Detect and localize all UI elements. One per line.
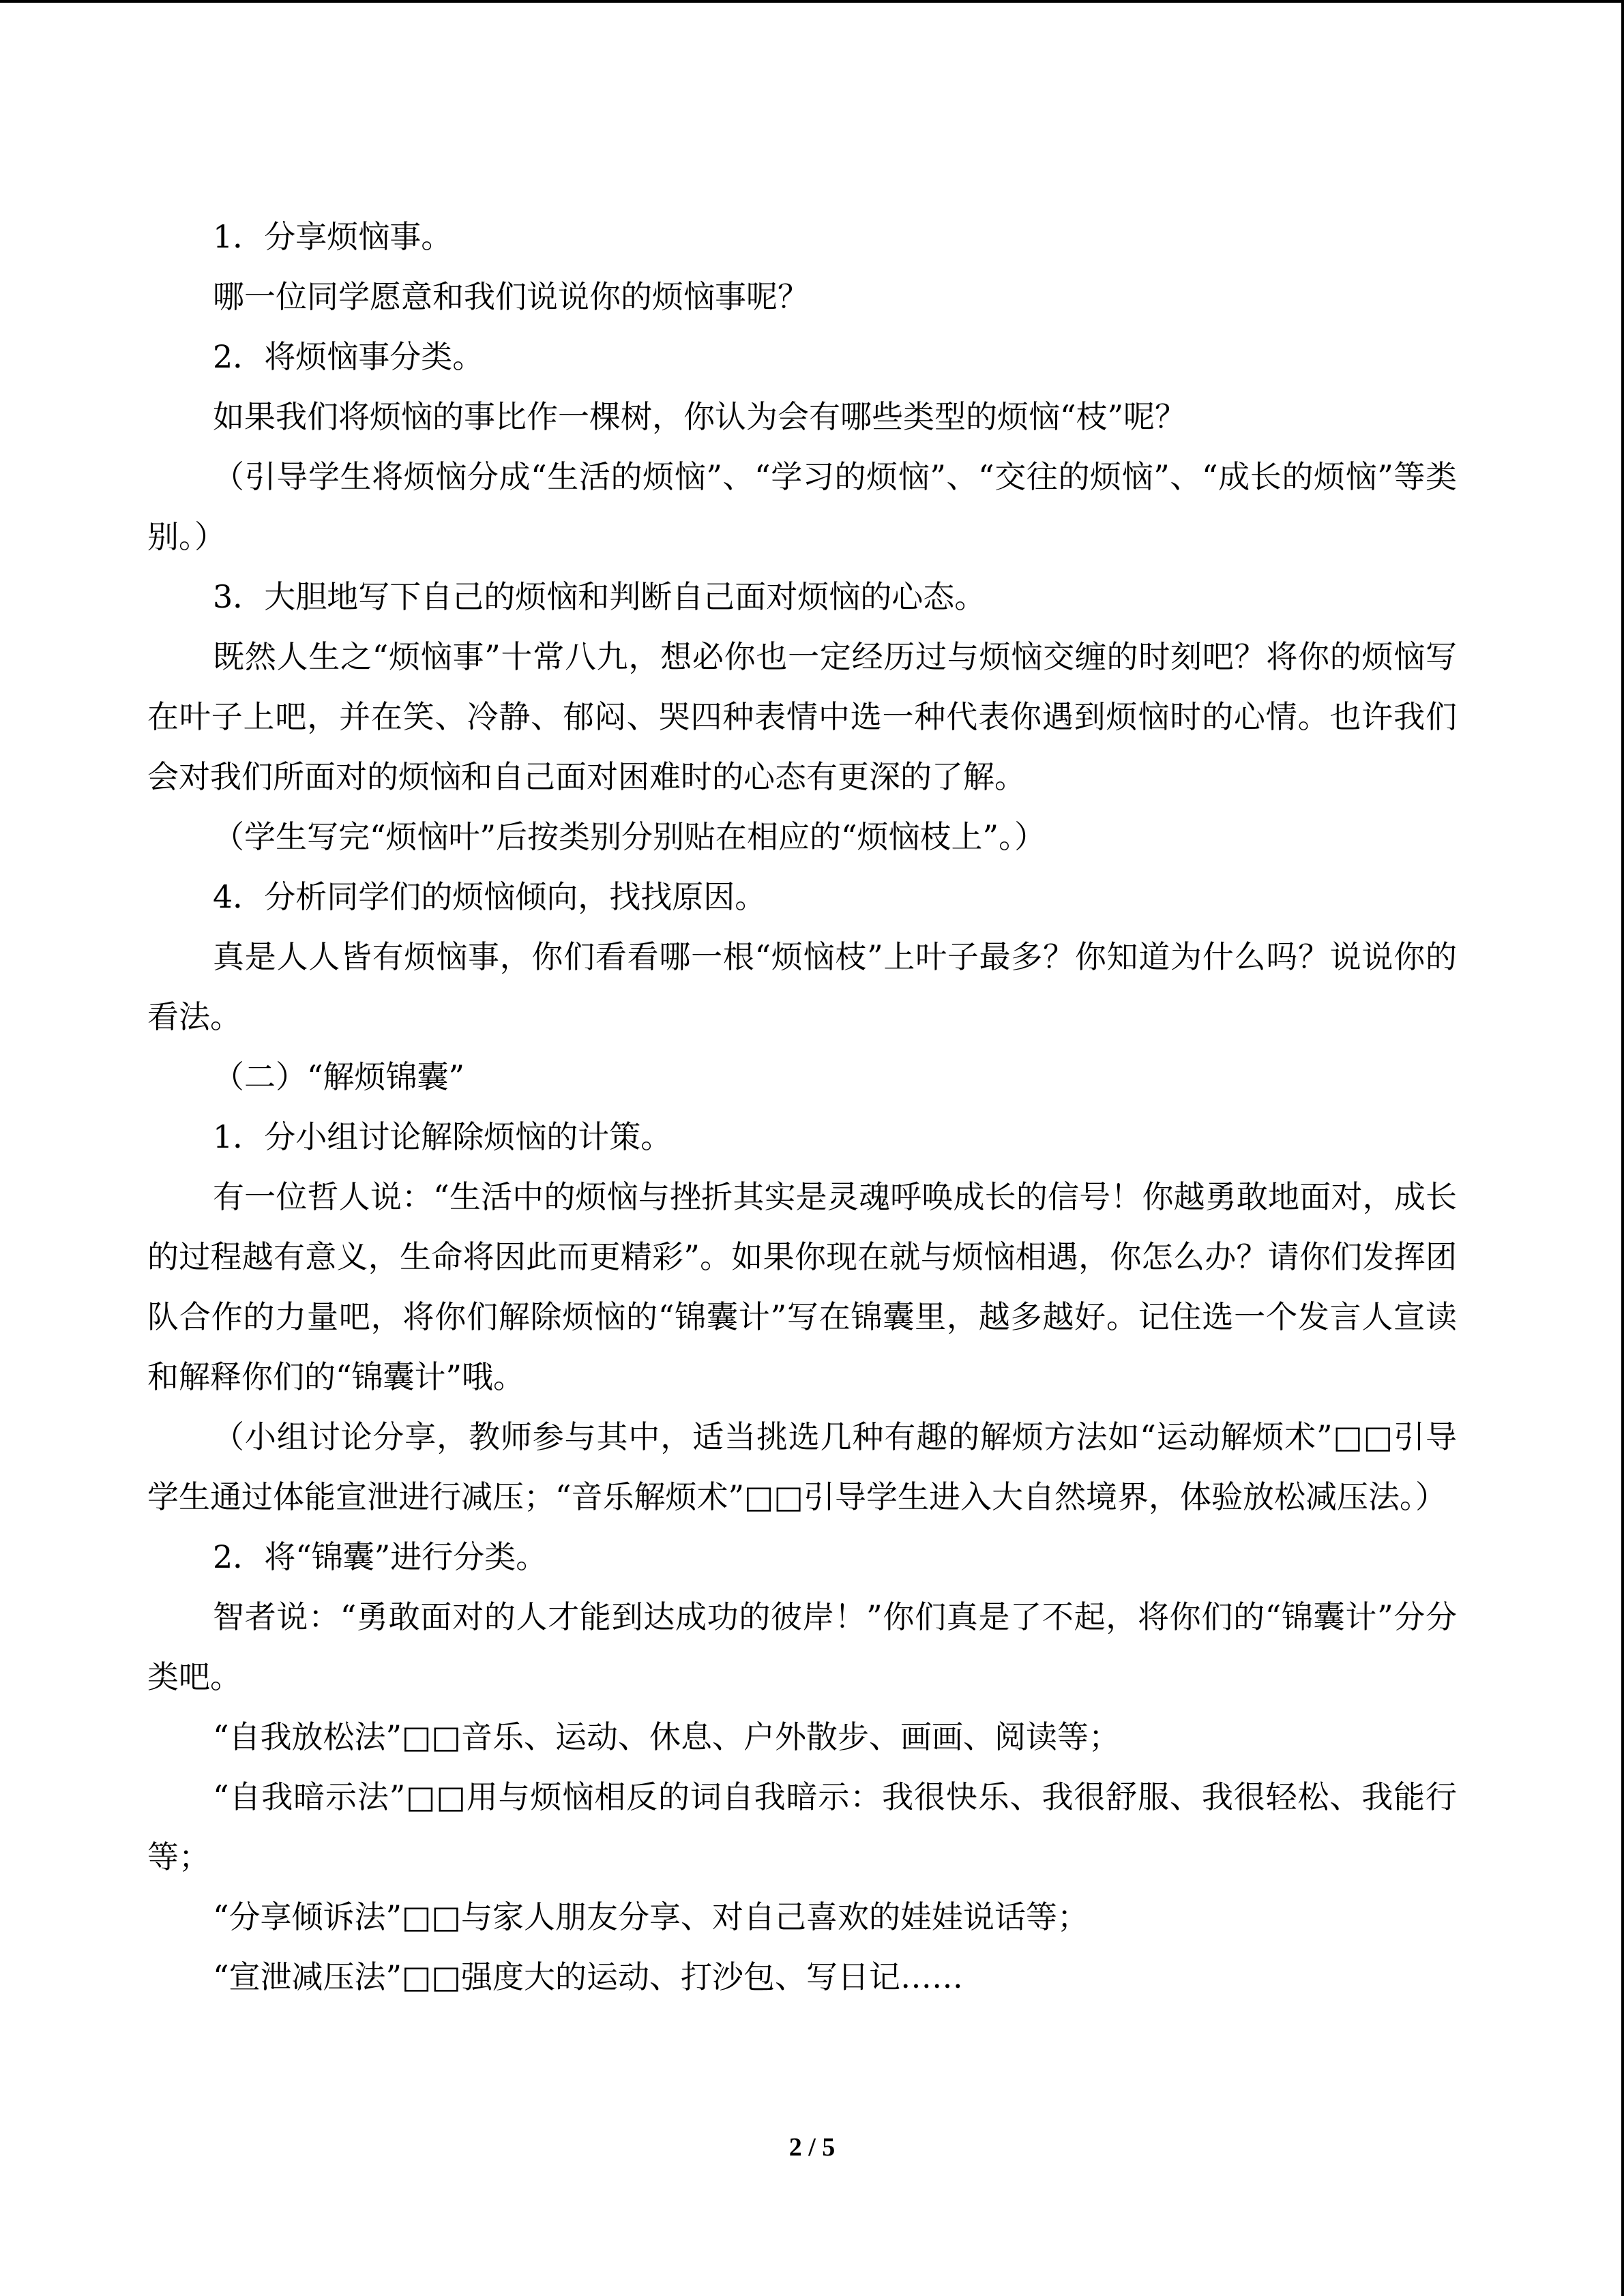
paragraph: 哪一位同学愿意和我们说说你的烦恼事呢？ bbox=[213, 278, 809, 315]
paragraph: 真是人人皆有烦恼事，你们看看哪一根“烦恼枝”上叶子最多？你知道为什么吗？说说你的看法。 bbox=[147, 938, 1457, 1035]
step-heading-1b: 1．分小组讨论解除烦恼的计策。 bbox=[213, 1118, 673, 1155]
list-item-vent: “宣泄减压法”□□强度大的运动、打沙包、写日记…… bbox=[213, 1958, 963, 1995]
paragraph: 智者说：“勇敢面对的人才能到达成功的彼岸！”你们真是了不起，将你们的“锦囊计”分分类吧。 bbox=[147, 1598, 1457, 1695]
section-heading: （二）“解烦锦囊” bbox=[213, 1058, 465, 1095]
step-heading-1: 1．分享烦恼事。 bbox=[213, 218, 453, 255]
paragraph-note: （引导学生将烦恼分成“生活的烦恼”、“学习的烦恼”、“交往的烦恼”、“成长的烦恼”等类别。） bbox=[147, 458, 1457, 555]
paragraph: 既然人生之“烦恼事”十常八九，想必你也一定经历过与烦恼交缠的时刻吧？将你的烦恼写在叶子上吧，并在笑、冷静、郁闷、哭四种表情中选一种代表你遇到烦恼时的心情。也许我们会对我们所面对的烦恼和自己面对困难时的心态有更深的了解。 bbox=[147, 638, 1457, 795]
paragraph-note: （学生写完“烦恼叶”后按类别分别贴在相应的“烦恼枝上”。） bbox=[213, 818, 1046, 855]
step-heading-4: 4．分析同学们的烦恼倾向，找找原因。 bbox=[213, 878, 767, 915]
paragraph: 有一位哲人说：“生活中的烦恼与挫折其实是灵魂呼唤成长的信号！你越勇敢地面对，成长的过程越有意义，生命将因此而更精彩”。如果你现在就与烦恼相遇，你怎么办？请你们发挥团队合作的力量吧，将你们解除烦恼的“锦囊计”写在锦囊里，越多越好。记住选一个发言人宣读和解释你们的“锦囊计”哦。 bbox=[147, 1178, 1457, 1395]
document-body bbox=[147, 207, 1457, 2007]
page-number: 2 / 5 bbox=[788, 2133, 836, 2162]
step-heading-3: 3．大胆地写下自己的烦恼和判断自己面对烦恼的心态。 bbox=[213, 578, 986, 615]
step-heading-2b: 2．将“锦囊”进行分类。 bbox=[213, 1538, 548, 1575]
step-heading-2: 2．将烦恼事分类。 bbox=[213, 338, 484, 375]
list-item-share: “分享倾诉法”□□与家人朋友分享、对自己喜欢的娃娃说话等； bbox=[213, 1898, 1089, 1935]
list-item-relax: “自我放松法”□□音乐、运动、休息、户外散步、画画、阅读等； bbox=[213, 1718, 1120, 1755]
paragraph: 如果我们将烦恼的事比作一棵树，你认为会有哪些类型的烦恼“枝”呢？ bbox=[213, 398, 1187, 435]
paragraph-note: （小组讨论分享，教师参与其中，适当挑选几种有趣的解烦方法如“运动解烦术”□□引导学生通过体能宣泄进行减压；“音乐解烦术”□□引导学生进入大自然境界，体验放松减压法。） bbox=[147, 1418, 1457, 1515]
list-item-suggestion: “自我暗示法”□□用与烦恼相反的词自我暗示：我很快乐、我很舒服、我很轻松、我能行等； bbox=[147, 1778, 1457, 1875]
